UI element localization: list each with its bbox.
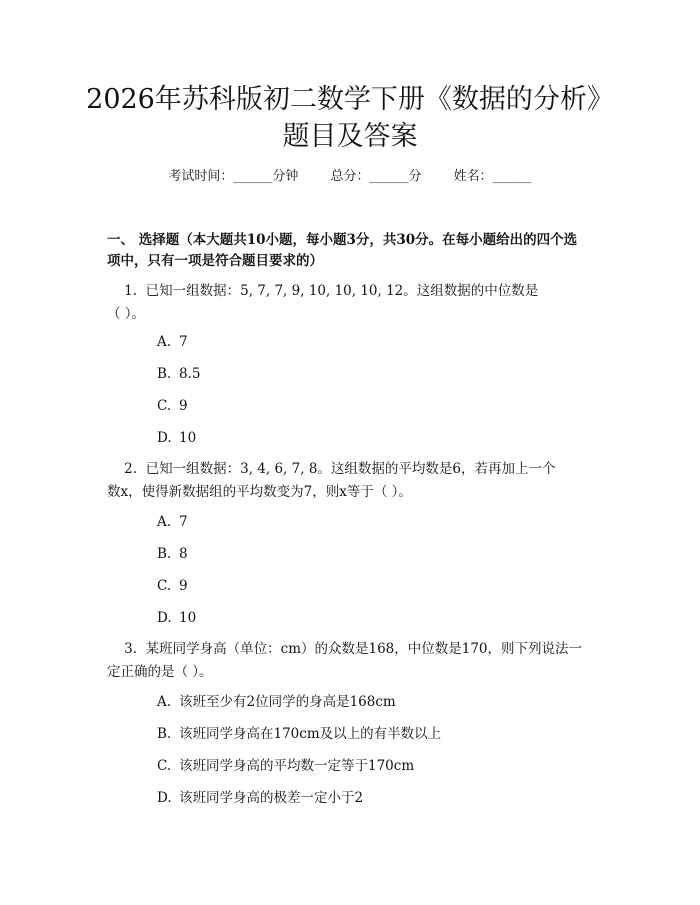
- option-text: 该班同学身高的极差一定小于2: [179, 790, 364, 806]
- option-letter: A.: [157, 514, 172, 530]
- option-letter: B.: [157, 366, 172, 382]
- question-3-option-b: [157, 722, 441, 746]
- question-2-option-a: [157, 510, 188, 534]
- exam-time-field: 考试时间：______分钟: [168, 169, 299, 184]
- option-text: 该班至少有2位同学的身高是168cm: [179, 694, 396, 710]
- option-text: 9: [179, 398, 188, 414]
- option-text: 10: [179, 430, 197, 446]
- option-letter: C.: [157, 398, 172, 414]
- exam-meta-line: [0, 167, 700, 187]
- question-2-option-d: [157, 606, 196, 630]
- total-score-field: 总分：______分: [330, 169, 422, 184]
- document-title-line1: 2026年苏科版初二数学下册《数据的分析》: [86, 84, 614, 115]
- question-1-option-a: [157, 330, 188, 354]
- option-letter: B.: [157, 726, 172, 742]
- question-3-option-c: [157, 754, 414, 778]
- question-2-option-b: [157, 542, 188, 566]
- section-heading-line1: 一、 选择题（本大题共10小题，每小题3分，共30分。在每小题给出的四个选: [107, 232, 578, 248]
- question-2-line2: 数x，使得新数据组的平均数变为7，则x等于（ ）。: [107, 484, 412, 500]
- question-1-line1: 1. 已知一组数据：5, 7, 7, 9, 10, 10, 10, 12。这组数据的中位数是: [107, 283, 539, 299]
- option-text: 8: [179, 546, 188, 562]
- option-letter: A.: [157, 694, 172, 710]
- option-letter: C.: [157, 578, 172, 594]
- option-text: 该班同学身高的平均数一定等于170cm: [179, 758, 415, 774]
- student-name-field: 姓名：______: [453, 169, 532, 184]
- option-text: 9: [179, 578, 188, 594]
- option-letter: D.: [157, 610, 172, 626]
- question-1-option-c: [157, 394, 188, 418]
- option-text: 7: [179, 334, 188, 350]
- option-letter: C.: [157, 758, 172, 774]
- question-3-line2: 定正确的是（ ）。: [107, 664, 213, 680]
- option-text: 该班同学身高在170cm及以上的有半数以上: [179, 726, 442, 742]
- question-1-line2: （ ）。: [107, 306, 146, 322]
- question-3-option-d: [157, 786, 363, 810]
- question-3-option-a: [157, 690, 396, 714]
- option-text: 8.5: [179, 366, 201, 382]
- question-1-option-d: [157, 426, 196, 450]
- section-heading-line2: 项中，只有一项是符合题目要求的）: [107, 253, 323, 269]
- question-3-line1: 3. 某班同学身高（单位：cm）的众数是168，中位数是170，则下列说法一: [107, 641, 583, 657]
- option-letter: B.: [157, 546, 172, 562]
- question-2-line1: 2. 已知一组数据：3, 4, 6, 7, 8。这组数据的平均数是6，若再加上一个: [107, 461, 556, 477]
- option-letter: D.: [157, 790, 172, 806]
- question-1-option-b: [157, 362, 200, 386]
- question-2-option-c: [157, 574, 188, 598]
- document-title-line2: 题目及答案: [282, 121, 418, 152]
- option-letter: D.: [157, 430, 172, 446]
- option-text: 7: [179, 514, 188, 530]
- option-text: 10: [179, 610, 197, 626]
- option-letter: A.: [157, 334, 172, 350]
